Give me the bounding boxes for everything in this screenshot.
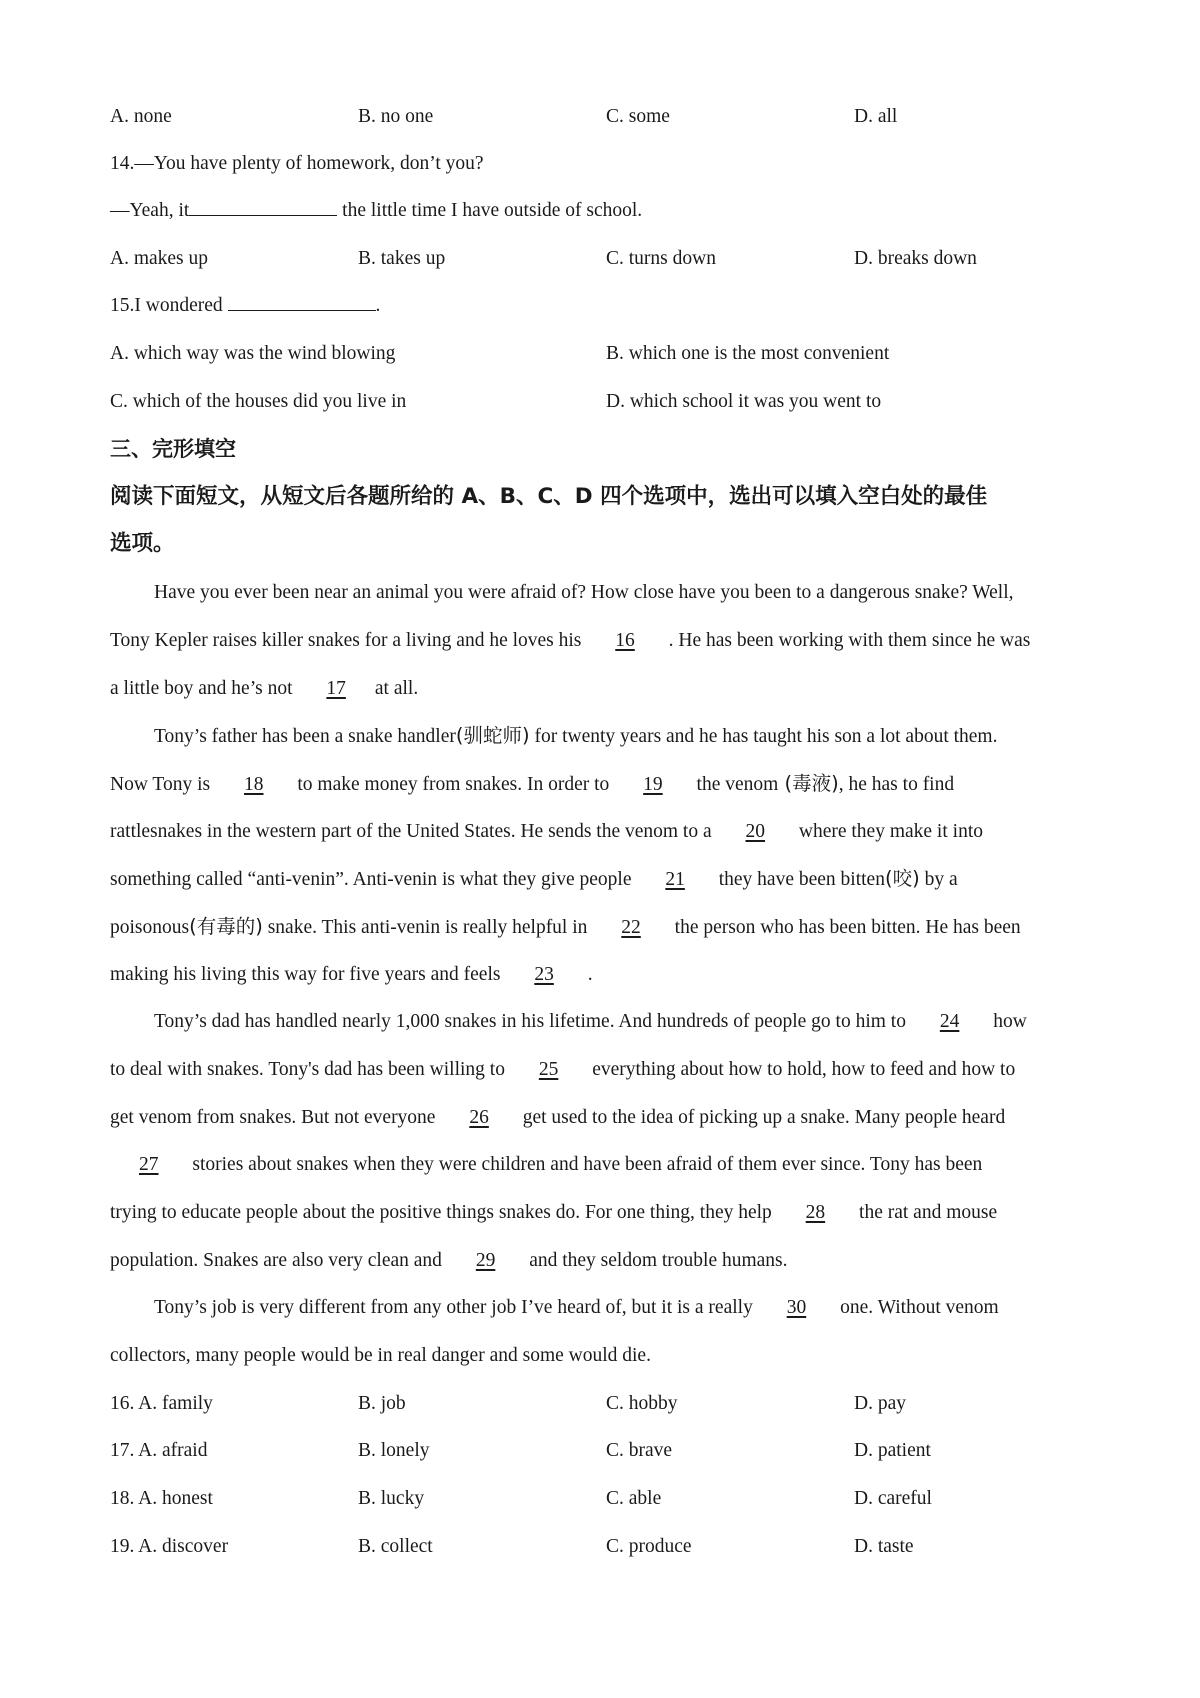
passage-text: . He has been working with them since he was xyxy=(663,630,1031,651)
q17-option-d: D. patient xyxy=(854,1440,931,1461)
passage-text: the rat and mouse xyxy=(854,1202,998,1223)
q13-option-d: D. all xyxy=(854,106,898,127)
passage-line xyxy=(154,1009,1100,1035)
passage-text: they have been bitten xyxy=(713,869,885,890)
blank-29 xyxy=(447,1248,525,1274)
passage-text: by a xyxy=(919,869,958,890)
q16-option-a: 16. A. family xyxy=(110,1393,213,1414)
passage-text: to deal with snakes. Tony's dad has been willing to xyxy=(110,1059,510,1080)
blank-16 xyxy=(586,628,664,654)
q14-option-b: B. takes up xyxy=(358,248,446,269)
passage-line: collectors, many people would be in real danger and some would die. xyxy=(110,1345,651,1366)
passage-text: Tony’s father has been a snake handler xyxy=(154,726,456,747)
q13-option-a: A. none xyxy=(110,106,172,127)
passage-line xyxy=(110,962,1100,988)
passage-text: Tony Kepler raises killer snakes for a living and he loves his xyxy=(110,630,587,651)
passage-line xyxy=(110,914,1100,941)
passage-text: the venom xyxy=(691,774,779,795)
q13-option-b: B. no one xyxy=(358,106,434,127)
blank-28-number: 28 xyxy=(805,1202,826,1223)
q16-option-b: B. job xyxy=(358,1393,406,1414)
passage-text: one. Without venom xyxy=(835,1297,999,1318)
q14-option-a: A. makes up xyxy=(110,248,209,269)
passage-text: snake. This anti-venin is really helpful in xyxy=(262,917,593,938)
q19-option-b: B. collect xyxy=(358,1536,433,1557)
blank-27 xyxy=(110,1152,188,1178)
blank-26-number: 26 xyxy=(469,1107,489,1128)
passage-text: stories about snakes when they were children and have been afraid of them ever since. Tony has been xyxy=(187,1154,983,1175)
blank-30 xyxy=(758,1295,836,1321)
q17-option-c: C. brave xyxy=(606,1440,673,1461)
q19-option-d: D. taste xyxy=(854,1536,914,1557)
blank-24-number: 24 xyxy=(939,1011,960,1032)
blank-17-number: 17 xyxy=(326,678,346,699)
q15-stem-pre: 15.I wondered xyxy=(110,295,228,316)
blank-20 xyxy=(717,819,795,845)
passage-text: poisonous xyxy=(110,917,190,938)
passage-text: everything about how to hold, how to feed and how to xyxy=(587,1059,1016,1080)
q14-reply-post: the little time I have outside of school. xyxy=(337,200,643,221)
blank-20-number: 20 xyxy=(745,821,765,842)
blank-25-number: 25 xyxy=(538,1059,559,1080)
passage-text: trying to educate people about the positive things snakes do. For one thing, they help xyxy=(110,1202,777,1223)
section-instruction-line1: 阅读下面短文，从短文后各题所给的 A、B、C、D 四个选项中，选出可以填入空白处的最佳 xyxy=(110,484,988,509)
blank-18 xyxy=(215,772,293,798)
q13-option-c: C. some xyxy=(606,106,670,127)
passage-line xyxy=(110,1057,1100,1083)
q14-option-c: C. turns down xyxy=(606,248,716,269)
q15-stem-post: . xyxy=(375,295,381,316)
blank-22-number: 22 xyxy=(621,917,641,938)
passage-text: population. Snakes are also very clean and xyxy=(110,1250,447,1271)
blank-29-number: 29 xyxy=(475,1250,496,1271)
blank-23-number: 23 xyxy=(534,964,554,985)
gloss-poisonous: (有毒的) xyxy=(189,915,263,938)
passage-text: get venom from snakes. But not everyone xyxy=(110,1107,441,1128)
passage-text: for twenty years and he has taught his son a lot about them. xyxy=(529,726,998,747)
passage-text: . xyxy=(582,964,593,985)
passage-text: at all. xyxy=(374,678,419,699)
passage-line xyxy=(110,866,1100,893)
passage-text: how xyxy=(988,1011,1027,1032)
gloss-bitten: (咬) xyxy=(884,867,920,890)
passage-line xyxy=(154,723,1100,750)
passage-text: , he has to find xyxy=(838,774,955,795)
q15-option-d: D. which school it was you went to xyxy=(606,391,882,412)
passage-text: and they seldom trouble humans. xyxy=(524,1250,788,1271)
passage-line xyxy=(110,1152,1100,1178)
passage-text: get used to the idea of picking up a snake. Many people heard xyxy=(517,1107,1006,1128)
q15-option-c: C. which of the houses did you live in xyxy=(110,391,407,412)
passage-line xyxy=(110,1105,1100,1131)
q15-option-b: B. which one is the most convenient xyxy=(606,343,890,364)
q16-option-d: D. pay xyxy=(854,1393,906,1414)
blank-18-number: 18 xyxy=(244,774,264,795)
q16-option-c: C. hobby xyxy=(606,1393,678,1414)
passage-line xyxy=(154,1295,1100,1321)
blank-19-number: 19 xyxy=(643,774,663,795)
section-instruction-line2: 选项。 xyxy=(110,531,175,556)
q14-option-d: D. breaks down xyxy=(854,248,977,269)
passage-line: Have you ever been near an animal you were afraid of? How close have you been to a dangerous snake? Well, xyxy=(154,582,1014,603)
gloss-venom: (毒液) xyxy=(778,772,839,795)
q15-option-a: A. which way was the wind blowing xyxy=(110,343,396,364)
blank-23 xyxy=(505,962,583,988)
blank-28 xyxy=(777,1200,855,1226)
q18-option-a: 18. A. honest xyxy=(110,1488,213,1509)
passage-text: a little boy and he’s not xyxy=(110,678,298,699)
passage-text: where they make it into xyxy=(794,821,983,842)
passage-line xyxy=(110,819,1100,845)
q15-stem xyxy=(110,293,1100,319)
blank-25 xyxy=(510,1057,588,1083)
blank-21-number: 21 xyxy=(665,869,685,890)
blank-21 xyxy=(636,867,714,893)
blank-24 xyxy=(911,1009,989,1035)
passage-text: Tony’s job is very different from any other job I’ve heard of, but it is a really xyxy=(154,1297,758,1318)
blank-26 xyxy=(440,1105,518,1131)
q19-option-c: C. produce xyxy=(606,1536,692,1557)
blank-27-number: 27 xyxy=(139,1154,159,1175)
q17-option-b: B. lonely xyxy=(358,1440,430,1461)
passage-line xyxy=(110,1200,1100,1226)
q18-option-d: D. careful xyxy=(854,1488,932,1509)
q18-option-c: C. able xyxy=(606,1488,662,1509)
blank-17 xyxy=(297,676,375,702)
passage-text: to make money from snakes. In order to xyxy=(292,774,615,795)
q19-option-a: 19. A. discover xyxy=(110,1536,229,1557)
blank-16-number: 16 xyxy=(615,630,635,651)
gloss-snake-handler: (驯蛇师) xyxy=(455,724,530,747)
q14-reply xyxy=(110,198,1100,224)
passage-text: something called “anti-venin”. Anti-venin is what they give people xyxy=(110,869,637,890)
q14-stem: 14.—You have plenty of homework, don’t you? xyxy=(110,153,484,174)
passage-line xyxy=(110,628,1100,654)
blank-30-number: 30 xyxy=(786,1297,807,1318)
passage-text: Tony’s dad has handled nearly 1,000 snakes in his lifetime. And hundreds of people go to him to xyxy=(154,1011,911,1032)
passage-text: the person who has been bitten. He has been xyxy=(669,917,1021,938)
passage-line xyxy=(110,1248,1100,1274)
blank-19 xyxy=(614,772,692,798)
q18-option-b: B. lucky xyxy=(358,1488,425,1509)
q15-blank xyxy=(228,310,376,311)
q14-blank xyxy=(189,215,337,216)
passage-line xyxy=(110,771,1100,798)
passage-text: rattlesnakes in the western part of the United States. He sends the venom to a xyxy=(110,821,717,842)
passage-text: Now Tony is xyxy=(110,774,215,795)
section-heading: 三、完形填空 xyxy=(110,437,236,461)
blank-22 xyxy=(592,915,670,941)
q14-reply-pre: —Yeah, it xyxy=(110,200,190,221)
passage-text: making his living this way for five years and feels xyxy=(110,964,506,985)
q17-option-a: 17. A. afraid xyxy=(110,1440,208,1461)
passage-line xyxy=(110,676,1100,702)
